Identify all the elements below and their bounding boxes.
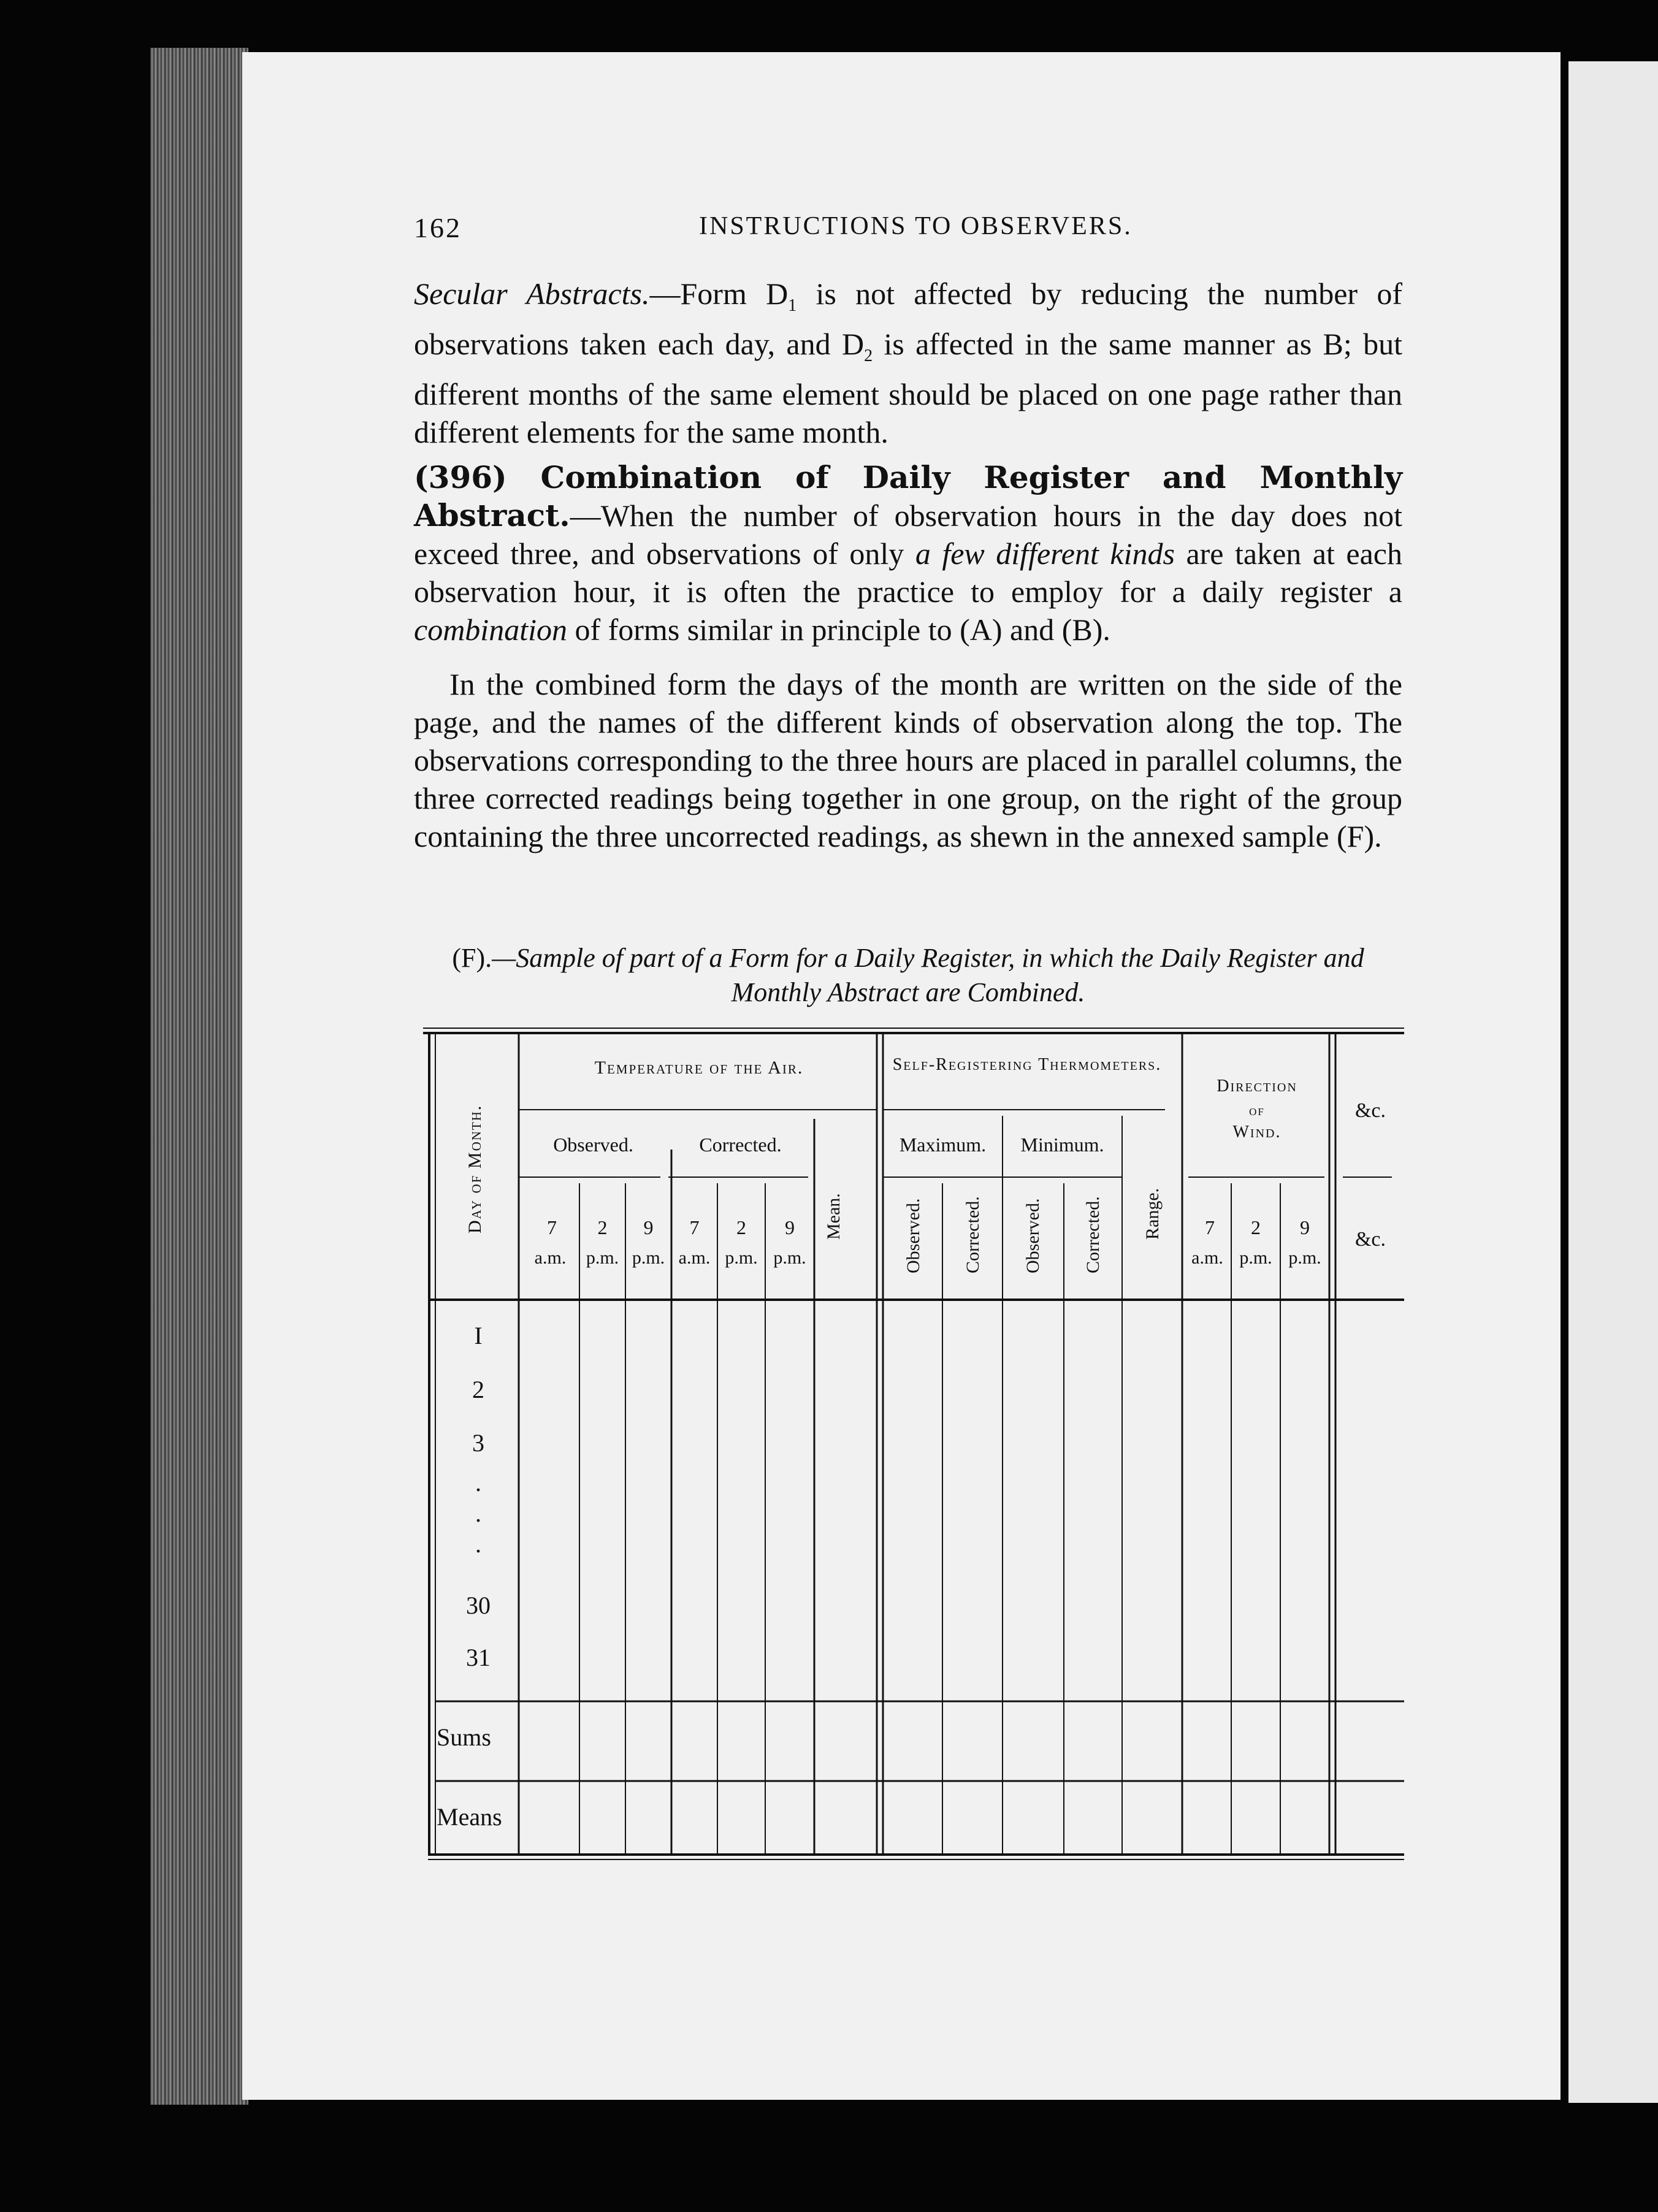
- hour-header: 9: [643, 1216, 654, 1238]
- text-run: is affected in the same manner as B; but different months of the same element should be placed on one page rather than different elements for the same month.: [414, 327, 1402, 449]
- text-run: of forms similar in principle to (A) and (B).: [567, 612, 1110, 647]
- day-row-label: 3: [472, 1429, 484, 1457]
- temperature-of-air-header: Temperature of the Air.: [594, 1058, 804, 1078]
- paragraph-secular-abstracts: [414, 275, 1402, 451]
- day-row-label: .: [475, 1530, 481, 1558]
- day-row-label: .: [475, 1500, 481, 1527]
- paragraph-lead: Secular Abstracts.: [414, 276, 650, 311]
- day-row-label: 31: [466, 1644, 491, 1671]
- direction-of-wind-wind: Wind.: [1232, 1123, 1282, 1142]
- ampm-header: a.m.: [1191, 1248, 1223, 1268]
- subscript: 2: [864, 346, 873, 365]
- emphasis: a few different kinds: [915, 536, 1175, 571]
- hour-header: 2: [736, 1216, 746, 1238]
- hour-header: 7: [1205, 1216, 1215, 1238]
- ampm-header: p.m.: [1239, 1248, 1272, 1268]
- ampm-header: p.m.: [725, 1248, 758, 1268]
- emphasis: combination: [414, 612, 567, 647]
- text-run: —Form D: [649, 276, 789, 311]
- text-run: is not affected by reducing the number of observations taken each day, and D: [414, 276, 1402, 361]
- ampm-header: p.m.: [773, 1248, 806, 1268]
- running-head: [414, 212, 462, 244]
- caption-prefix: (F).: [452, 943, 492, 973]
- hour-header: 9: [785, 1216, 795, 1238]
- hour-header: 7: [689, 1216, 700, 1238]
- ampm-header: a.m.: [534, 1248, 567, 1268]
- minimum-subheader: Minimum.: [1020, 1134, 1104, 1156]
- means-row-label: Means: [437, 1803, 502, 1831]
- mean-header: Mean.: [823, 1193, 844, 1240]
- etc-header: &c.: [1354, 1099, 1386, 1122]
- max-corrected-header: Corrected.: [963, 1196, 983, 1273]
- caption-text: —Sample of part of a Form for a Daily Register, in which the Daily Register and Monthly Abstract are Combined.: [492, 943, 1364, 1007]
- table-caption: [414, 941, 1402, 1010]
- paragraph-combination: [414, 459, 1402, 649]
- day-row-label: .: [475, 1469, 481, 1497]
- direction-of-wind-of: of: [1249, 1103, 1265, 1119]
- day-row-label: I: [474, 1322, 483, 1349]
- facing-page-edge: [1568, 61, 1658, 2103]
- max-observed-header: Observed.: [903, 1198, 923, 1273]
- observed-subheader: Observed.: [553, 1134, 633, 1156]
- corrected-subheader: Corrected.: [699, 1134, 782, 1156]
- ampm-header: p.m.: [632, 1248, 665, 1268]
- etc-subheader: &c.: [1354, 1228, 1386, 1251]
- min-observed-header: Observed.: [1023, 1198, 1043, 1273]
- direction-of-wind-header: Direction: [1217, 1077, 1297, 1096]
- hour-header: 7: [547, 1216, 557, 1238]
- day-row-label: 2: [472, 1376, 484, 1403]
- running-head-title: INSTRUCTIONS TO OBSERVERS.: [699, 212, 1133, 240]
- paragraph-combined-form: In the combined form the days of the month are written on the side of the page, and the names of the different kinds of observation along the top. The observations corresponding to the three hours are placed in parallel columns, the three corrected readings being together in one group, on the right of the group containing the three uncorrected readings, as shewn in the annexed sample (F).: [414, 667, 1402, 853]
- daily-register-form-table: [423, 1027, 1404, 1861]
- day-of-month-header: Day of Month.: [465, 1104, 485, 1234]
- subscript: 1: [788, 296, 797, 315]
- self-registering-thermometers-header: Self-Registering Thermometers.: [892, 1055, 1162, 1074]
- min-corrected-header: Corrected.: [1083, 1196, 1103, 1273]
- page-number: 162: [414, 212, 462, 243]
- section-heading: (396) Combination of Daily Register and Monthly Abstract.: [414, 459, 1402, 533]
- range-header: Range.: [1142, 1188, 1163, 1240]
- ampm-header: p.m.: [586, 1248, 619, 1268]
- hour-header: 9: [1300, 1216, 1310, 1238]
- hour-header: 2: [1251, 1216, 1261, 1238]
- sums-row-label: Sums: [437, 1723, 491, 1751]
- text-run: are taken at each observation hour, it is often the practice to employ for a daily register a: [414, 536, 1402, 609]
- maximum-subheader: Maximum.: [899, 1134, 987, 1156]
- ampm-header: p.m.: [1288, 1248, 1321, 1268]
- ampm-header: a.m.: [678, 1248, 711, 1268]
- book-page-edges: [150, 48, 248, 2105]
- day-row-label: 30: [466, 1592, 491, 1619]
- text-run: —When the number of observation hours in the day does not exceed three, and observations of only: [414, 498, 1402, 571]
- hour-header: 2: [597, 1216, 608, 1238]
